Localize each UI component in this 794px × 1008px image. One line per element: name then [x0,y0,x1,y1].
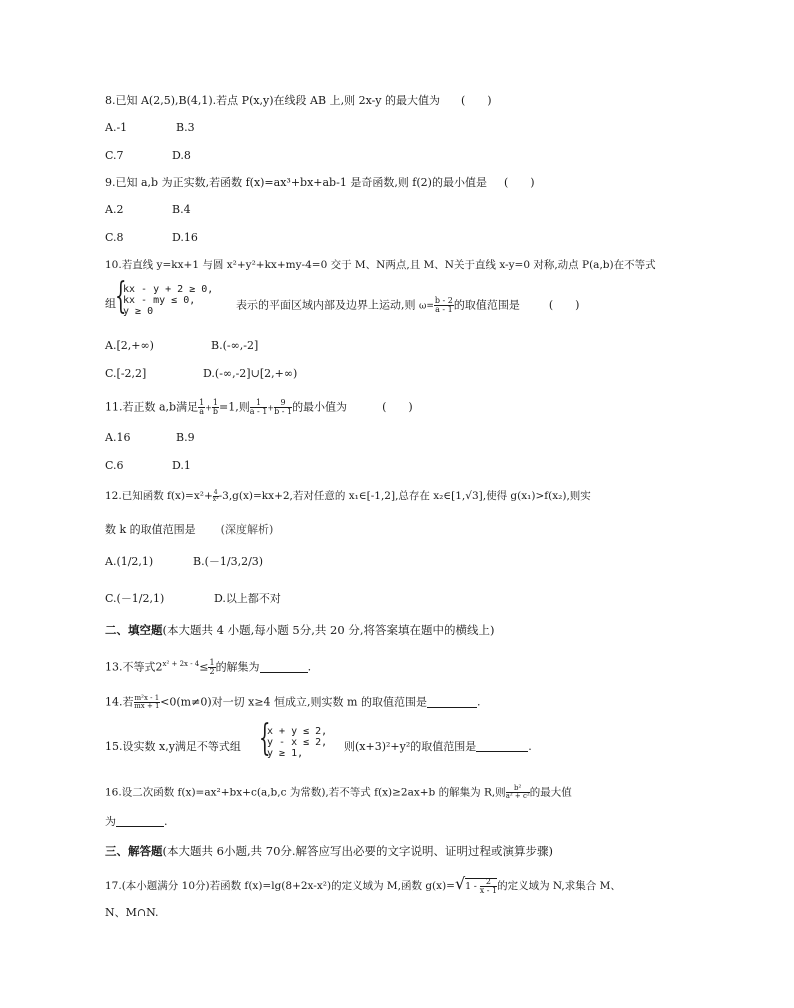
q10-inequality-system: kx - y + 2 ≥ 0, kx - my ≤ 0, y ≥ 0 [123,284,214,317]
q13-stem: 13.不等式$2^{x^2 + 2x - 4}\le$ $\frac{1}{2}$ 的解集为 . [105,658,312,677]
q12-stem-line2: 数 k 的取值范围是 (深度解析) [105,523,274,536]
system-brace: { [259,718,271,759]
section-fill-in-title: 二、填空题(本大题共 4 小题,每小题 5分,共 20 分,将答案填在题中的横线上) [105,623,495,637]
q9-stem: 9.已知 a,b 为正实数,若函数 f(x)=ax³+bx+ab-1 是奇函数,则 f(2)的最小值是 ( ) [105,176,535,189]
fraction: $\frac{1}{b}$ [212,398,218,416]
q8-option-d: D.8 [172,149,191,162]
q11-option-a: A.16 [105,431,131,444]
q10-stem-line2: 表示的平面区域内部及边界上运动,则 ω= $\frac{b - 2}{a - 1}$ 的取值范围是 ( ) [236,296,580,314]
q8-stem: 8.已知 A(2,5),B(4,1).若点 P(x,y)在线段 AB 上,则 2x-y 的最大值为 ( ) [105,94,492,107]
q15-stem-tail: 则(x+3)²+y²的取值范围是 . [344,740,532,753]
q12-option-b: B.(－1/3,2/3) [193,555,264,568]
q16-stem-line1: 16.设二次函数 f(x)=ax²+bx+c(a,b,c 为常数),若不等式 f(x)≥2ax+b 的解集为 R,则 $\frac{\text{b²}}{\text{a² + c²}}$ 的最大值 [105,784,572,800]
sqrt-symbol: √ [454,874,466,893]
q10-option-b: B.(-∞,-2] [211,339,259,352]
fraction: $\frac{2}{x - 1}$ [479,876,498,895]
answer-blank[interactable] [260,672,308,673]
answer-paren: ( ) [503,176,535,189]
q11-option-b: B.9 [176,431,195,444]
q16-stem-line2: 为 . [105,815,168,828]
q12-option-d: D.以上都不对 [214,592,281,605]
q10-option-c: C.[-2,2] [105,367,147,380]
answer-paren: ( ) [548,298,580,312]
answer-blank[interactable] [116,826,164,827]
fraction: $\frac{\text{b²}}{\text{a² + c²}}$ [505,784,530,800]
q8-option-c: C.7 [105,149,124,162]
q17-stem-line2: N、M∩N. [105,906,159,919]
fraction: $\frac{1}{a}$ [199,398,205,416]
q10-option-d: D.(-∞,-2]∪[2,+∞) [203,367,298,380]
q10-prefix: 组 [105,297,116,310]
q11-option-c: C.6 [105,459,124,472]
q10-option-a: A.[2,+∞) [105,339,154,352]
q15-inequality-system: x + y ≤ 2, y - x ≤ 2, y ≥ 1, [267,726,328,759]
answer-paren: ( ) [461,94,492,107]
q12-option-a: A.(1/2,1) [105,555,154,568]
q17-stem-line1: 17.(本小题满分 10分)若函数 f(x)=lg(8+2x-x²)的定义域为 M,函数 g(x)=√1 - $\frac{2}{x - 1}$ 的定义域为 N,求集合 M、 [105,874,621,895]
q9-option-a: A.2 [105,203,124,216]
q12-option-c: C.(－1/2,1) [105,592,165,605]
answer-blank[interactable] [427,707,477,708]
system-brace: { [115,276,127,317]
q14-stem: 14.若 $\frac{\text{m²x - 1}}{mx + 1}$ <0(m≠0)对一切 x≥4 恒成立,则实数 m 的取值范围是 . [105,694,481,710]
answer-blank[interactable] [476,751,528,752]
q15-stem-prefix: 15.设实数 x,y满足不等式组 [105,740,241,753]
q9-option-b: B.4 [172,203,191,216]
fraction: $\frac{9}{b - 1}$ [274,398,293,416]
q9-option-d: D.16 [172,231,198,244]
q10-stem-line1: 10.若直线 y=kx+1 与圆 x²+y²+kx+my-4=0 交于 M、N两点,且 M、N关于直线 x-y=0 对称,动点 P(a,b)在不等式 [105,259,656,271]
fraction: $\frac{1}{2}$ [209,658,215,677]
answer-paren: ( ) [382,400,413,414]
q12-stem-line1: 12.已知函数 f(x)=x²+ $\frac{4}{\text{x²}}$ -3,g(x)=kx+2,若对任意的 x₁∈[-1,2],总存在 x₂∈[1,√3],使得 g(x₁)>f(x₂),则实 [105,488,591,503]
fraction: $\frac{4}{\text{x²}}$ [212,488,219,503]
q11-option-d: D.1 [172,459,191,472]
q11-stem: 11.若正数 a,b满足 $\frac{1}{a}$ + $\frac{1}{b}$ =1,则 $\frac{1}{a - 1}$ + $\frac{9}{b - 1}$ 的最小值为 ( ) [105,398,413,416]
fraction: $\frac{1}{a - 1}$ [249,398,268,416]
note-label: (深度解析) [220,523,274,536]
q10-fraction: $\frac{b - 2}{a - 1}$ [434,296,453,314]
section-solve-title: 三、解答题(本大题共 6小题,共 70分.解答应写出必要的文字说明、证明过程或演算步骤) [105,844,554,858]
sqrt-content: 1 - $\frac{2}{x - 1}$ [465,876,498,895]
q8-option-a: A.-1 [105,121,128,134]
q8-option-b: B.3 [176,121,195,134]
fraction: $\frac{\text{m²x - 1}}{mx + 1}$ [134,694,160,710]
q9-option-c: C.8 [105,231,124,244]
